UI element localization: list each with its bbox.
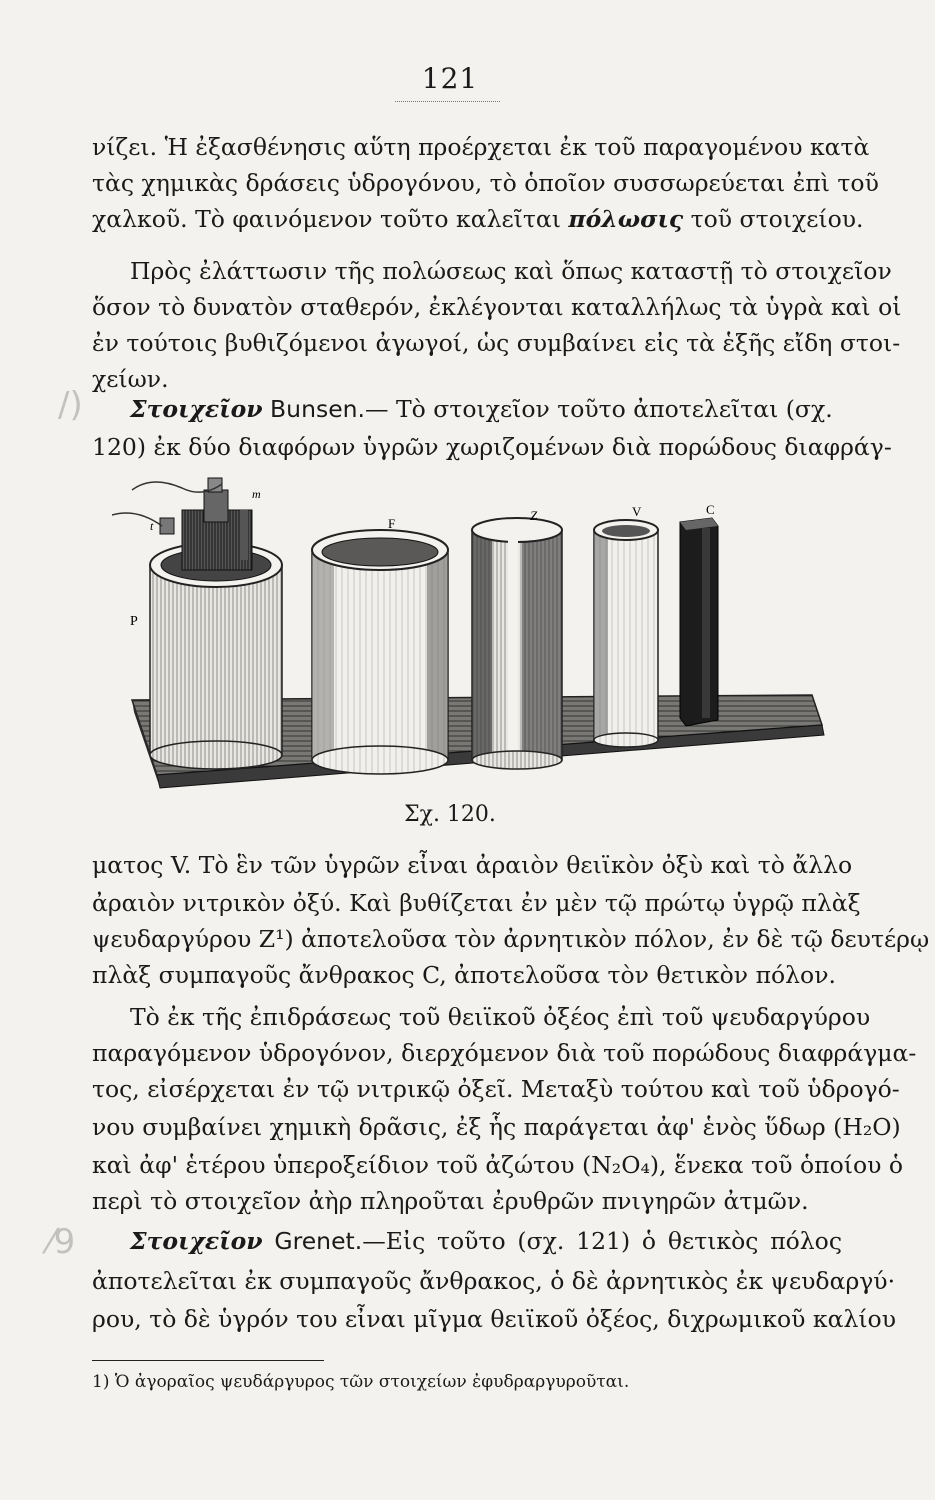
text-line: ρου, τὸ δὲ ὑγρόν του εἶναι μῖγμα θειϊκοῦ ὀξέος, διχρωμικοῦ καλίου <box>92 1305 896 1333</box>
pencil-mark: ⁄9 <box>48 1222 76 1262</box>
grenet-term: Στοιχεῖον <box>130 1227 263 1255</box>
bunsen-term: Στοιχεῖον <box>130 395 263 423</box>
bunsen-cell-figure <box>112 470 832 800</box>
text-line-tail: τοῦ στοιχείου. <box>683 205 864 233</box>
grenet-text: —Εἰς τοῦτο (σχ. 121) ὁ θετικὸς πόλος <box>362 1227 842 1255</box>
text-line: παραγόμενον ὑδρογόνον, διερχόμενον διὰ τοῦ πορώδους διαφράγμα- <box>92 1039 917 1067</box>
text-line: περὶ τὸ στοιχεῖον ἀὴρ πληροῦται ἐρυθρῶν πνιγηρῶν ἀτμῶν. <box>92 1187 809 1215</box>
label-v: V <box>632 504 642 519</box>
zinc-cylinder-z <box>472 518 562 769</box>
footnote-rule <box>92 1360 324 1361</box>
text-line-polosis <box>92 204 863 234</box>
figure-caption: Σχ. 120. <box>404 802 496 827</box>
text-line: τος, εἰσέρχεται ἐν τῷ νιτρικῷ ὀξεῖ. Μεταξὺ τούτου καὶ τοῦ ὑδρογό- <box>92 1075 900 1103</box>
bunsen-name: Bunsen. <box>262 395 366 423</box>
text-line: πλὰξ συμπαγοῦς ἄνθρακος C, ἀποτελοῦσα τὸν θετικὸν πόλον. <box>92 961 836 989</box>
text-line: νίζει. Ἡ ἐξασθένησις αὕτη προέρχεται ἐκ τοῦ παραγομένου κατὰ <box>92 133 870 161</box>
text-line: χείων. <box>92 365 169 393</box>
text-line: Πρὸς ἐλάττωσιν τῆς πολώσεως καὶ ὅπως καταστῇ τὸ στοιχεῖον <box>130 257 892 285</box>
text-line: καὶ ἀφ' ἑτέρου ὑπεροξείδιον τοῦ ἀζώτου (N₂O₄), ἕνεκα τοῦ ὁποίου ὁ <box>92 1151 904 1179</box>
text-line: τὰς χημικὰς δράσεις ὑδρογόνου, τὸ ὁποῖον συσσωρεύεται ἐπὶ τοῦ <box>92 169 879 197</box>
grenet-name: Grenet. <box>262 1227 363 1255</box>
text-line: Τὸ ἐκ τῆς ἐπιδράσεως τοῦ θειϊκοῦ ὀξέος ἐπὶ τοῦ ψευδαργύρου <box>130 1003 871 1031</box>
grenet-heading-line <box>130 1226 842 1256</box>
carbon-block-c <box>680 518 718 726</box>
text-line: 120) ἐκ δύο διαφόρων ὑγρῶν χωριζομένων διὰ πορώδους διαφράγ- <box>92 433 892 461</box>
term-polosis: πόλωσις <box>568 205 684 233</box>
pencil-mark: /) <box>58 385 83 425</box>
text-line: ἀραιὸν νιτρικὸν ὀξύ. Καὶ βυθίζεται ἐν μὲν τῷ πρώτῳ ὑγρῷ πλὰξ <box>92 889 861 917</box>
label-p: P <box>130 614 138 629</box>
label-m: m <box>252 487 261 501</box>
page-number-rule <box>395 101 500 102</box>
label-z: Z <box>530 508 538 523</box>
bunsen-text: — Τὸ στοιχεῖον τοῦτο ἀποτελεῖται (σχ. <box>365 395 833 423</box>
text-line: ἐν τούτοις βυθιζόμενοι ἀγωγοί, ὡς συμβαίνει εἰς τὰ ἑξῆς εἴδη στοι- <box>92 329 901 357</box>
porous-cup-v <box>594 520 658 747</box>
label-c: C <box>706 502 715 517</box>
text-line-lead: χαλκοῦ. Τὸ φαινόμενον τοῦτο καλεῖται <box>92 205 569 233</box>
text-line: ψευδαργύρου Z¹) ἀποτελοῦσα τὸν ἀρνητικὸν πόλον, ἐν δὲ τῷ δευτέρῳ <box>92 925 930 953</box>
text-line: νου συμβαίνει χημικὴ δρᾶσις, ἐξ ἧς παράγεται ἀφ' ἑνὸς ὕδωρ (H₂O) <box>92 1113 901 1141</box>
label-f: F <box>388 516 396 531</box>
text-line: ὅσον τὸ δυνατὸν σταθερόν, ἐκλέγονται καταλλήλως τὰ ὑγρὰ καὶ οἱ <box>92 293 902 321</box>
text-line: ματος V. Τὸ ἓν τῶν ὑγρῶν εἶναι ἀραιὸν θειϊκὸν ὀξὺ καὶ τὸ ἄλλο <box>92 851 853 879</box>
text-line: ἀποτελεῖται ἐκ συμπαγοῦς ἄνθρακος, ὁ δὲ ἀρνητικὸς ἐκ ψευδαργύ· <box>92 1267 896 1295</box>
page-number: 121 <box>421 62 479 95</box>
label-t: t <box>150 519 154 533</box>
footnote: 1) Ὁ ἀγοραῖος ψευδάργυρος τῶν στοιχείων ἐφυδραργυροῦται. <box>92 1372 630 1392</box>
outer-jar-f <box>312 530 448 774</box>
bunsen-heading-line <box>130 394 842 424</box>
